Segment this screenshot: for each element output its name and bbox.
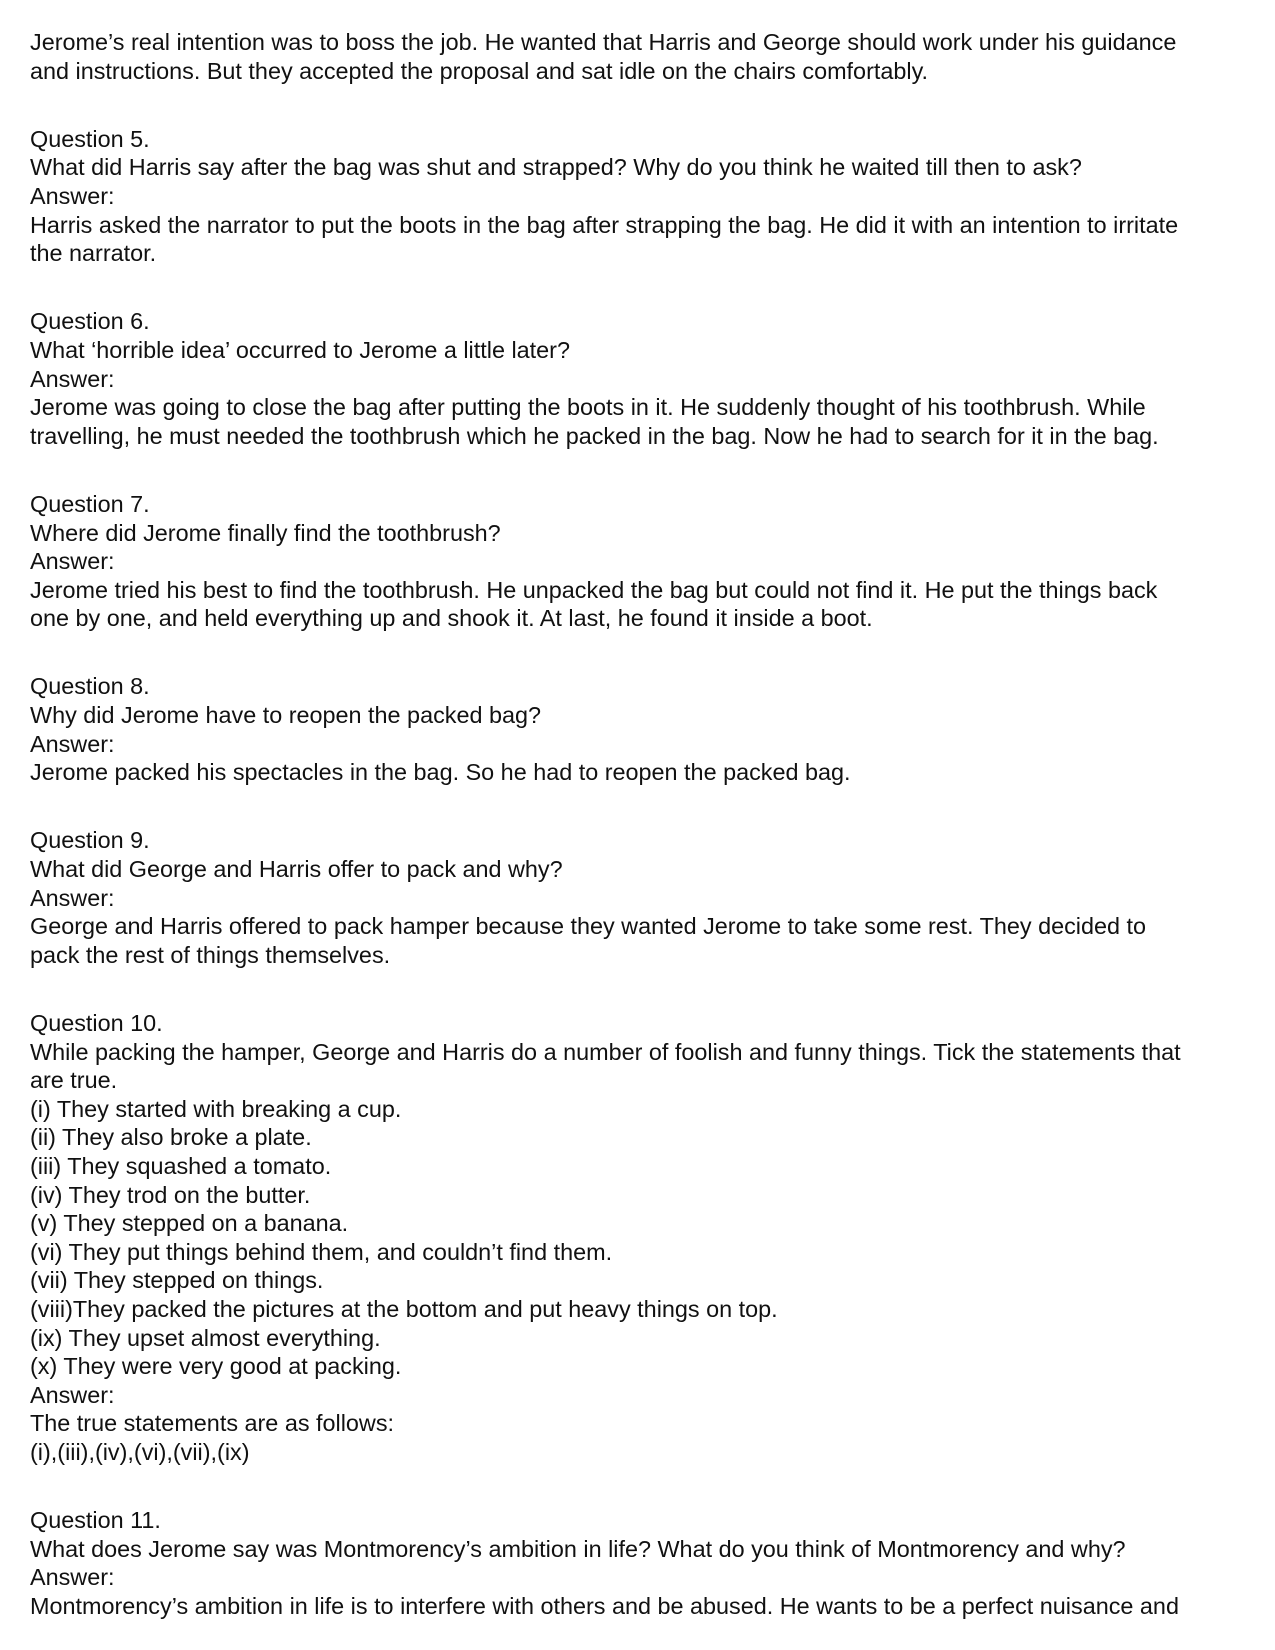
question-title: Question 7. (30, 490, 150, 517)
section-gap (30, 633, 1260, 673)
answer-label: Answer: (30, 1381, 115, 1408)
question-text: What did George and Harris offer to pack and why? (30, 856, 563, 883)
answer-line: pack the rest of things themselves. (30, 941, 391, 968)
section-gap (30, 1467, 1260, 1507)
section-gap (30, 450, 1260, 490)
question-title: Question 8. (30, 673, 150, 700)
document-page (30, 28, 1260, 1620)
answer-line: (i),(iii),(iv),(vi),(vii),(ix) (30, 1438, 250, 1465)
question-text: While packing the hamper, George and Harris do a number of foolish and funny things. Tick the statements that (30, 1038, 1181, 1065)
question-text: What does Jerome say was Montmorency’s ambition in life? What do you think of Montmorency and why? (30, 1535, 1126, 1562)
question-7 (30, 490, 1260, 633)
option-item: (v) They stepped on a banana. (30, 1210, 349, 1237)
section-gap (30, 787, 1260, 827)
option-item: (vi) They put things behind them, and couldn’t find them. (30, 1238, 613, 1265)
question-title: Question 9. (30, 827, 150, 854)
question-title: Question 5. (30, 125, 150, 152)
section-gap (30, 268, 1260, 308)
question-text: What ‘horrible idea’ occurred to Jerome a little later? (30, 336, 570, 363)
option-item: (iii) They squashed a tomato. (30, 1152, 332, 1179)
option-item: (ii) They also broke a plate. (30, 1124, 312, 1151)
option-item: (iv) They trod on the butter. (30, 1181, 311, 1208)
answer-line: Montmorency’s ambition in life is to interfere with others and be abused. He wants to be a perfect nuisance and (30, 1592, 1179, 1619)
question-5 (30, 125, 1260, 268)
answer-label: Answer: (30, 884, 115, 911)
option-item: (vii) They stepped on things. (30, 1267, 324, 1294)
answer-line: Jerome tried his best to find the toothbrush. He unpacked the bag but could not find it. He put the things back (30, 576, 1158, 603)
answer-line: Jerome was going to close the bag after putting the boots in it. He suddenly thought of his toothbrush. While (30, 394, 1146, 421)
answer-line: Jerome packed his spectacles in the bag. So he had to reopen the packed bag. (30, 759, 851, 786)
answer-label: Answer: (30, 365, 115, 392)
answer-line: Harris asked the narrator to put the boots in the bag after strapping the bag. He did it with an intention to irritate (30, 211, 1179, 238)
answer-line: The true statements are as follows: (30, 1410, 395, 1437)
question-text: Where did Jerome finally find the toothbrush? (30, 519, 501, 546)
question-title: Question 11. (30, 1507, 161, 1534)
answer-label: Answer: (30, 1564, 115, 1591)
answer-line: travelling, he must needed the toothbrush which he packed in the bag. Now he had to search for it in the bag. (30, 422, 1159, 449)
intro-paragraph (30, 28, 1260, 85)
option-item: (i) They started with breaking a cup. (30, 1095, 402, 1122)
question-6 (30, 307, 1260, 450)
question-text: Why did Jerome have to reopen the packed bag? (30, 702, 542, 729)
answer-line: one by one, and held everything up and shook it. At last, he found it inside a boot. (30, 605, 873, 632)
section-gap (30, 969, 1260, 1009)
answer-label: Answer: (30, 730, 115, 757)
option-item: (ix) They upset almost everything. (30, 1324, 381, 1351)
answer-line: the narrator. (30, 240, 157, 267)
question-10 (30, 1009, 1260, 1467)
question-text: are true. (30, 1067, 118, 1094)
question-11 (30, 1506, 1260, 1620)
question-8 (30, 672, 1260, 786)
question-9 (30, 826, 1260, 969)
question-title: Question 10. (30, 1010, 163, 1036)
answer-line: George and Harris offered to pack hamper because they wanted Jerome to take some rest. They decided to (30, 913, 1147, 940)
intro-line: Jerome’s real intention was to boss the job. He wanted that Harris and George should work under his guidance (30, 29, 1177, 55)
option-item: (viii)They packed the pictures at the bottom and put heavy things on top. (30, 1295, 778, 1322)
section-gap (30, 85, 1260, 125)
question-title: Question 6. (30, 308, 150, 335)
answer-label: Answer: (30, 548, 115, 575)
question-text: What did Harris say after the bag was shut and strapped? Why do you think he waited till then to ask? (30, 154, 1082, 181)
intro-line: and instructions. But they accepted the proposal and sat idle on the chairs comfortably. (30, 57, 929, 84)
answer-label: Answer: (30, 182, 115, 209)
option-item: (x) They were very good at packing. (30, 1353, 402, 1380)
